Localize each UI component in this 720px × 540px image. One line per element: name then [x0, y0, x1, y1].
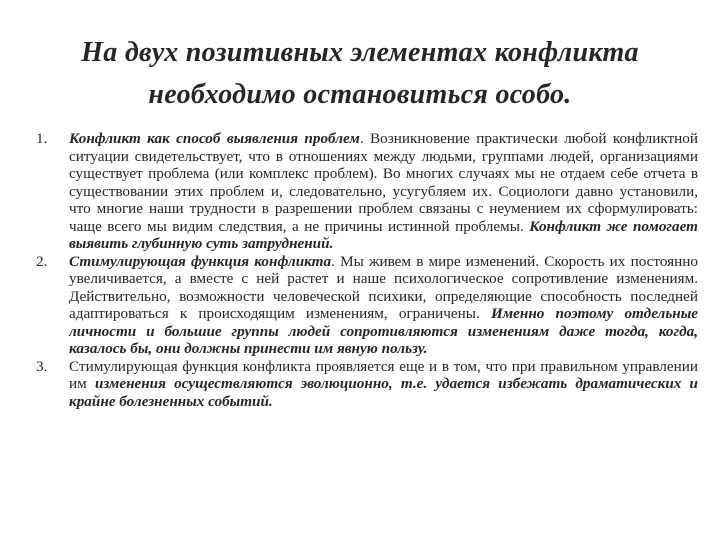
item-conclusion: Именно поэтому отдельные личности и большие группы людей сопротивляются изменениям даже тогда, когда, казалось бы, они должны принести им явную пользу.	[69, 305, 699, 357]
item-body: . Мы живем в мире изменений. Скорость их постоянно увеличивается, а вместе с ней растет и наше психологическое сопротивление изменениям. Действительно, возможности человеческой психики, определяющие способность последней адаптироваться к происходящим изменениям, ограничены.	[69, 252, 698, 322]
item-lead: Стимулирующая функция конфликта	[69, 252, 332, 270]
item-number: 1.	[36, 130, 48, 147]
item-conclusion: Конфликт же помогает выявить глубинную суть затруднений.	[69, 217, 698, 252]
list-item-2	[36, 253, 698, 358]
numbered-list	[36, 130, 698, 410]
page-title	[30, 32, 690, 116]
title-line-2: необходимо остановиться особо.	[148, 79, 572, 110]
list-item-3	[36, 358, 698, 411]
item-number: 2.	[36, 252, 48, 270]
item-lead: Конфликт как способ выявления проблем	[69, 130, 360, 147]
item-body: Стимулирующая функция конфликта проявляется еще и в том, что при правильном управлении им	[69, 357, 698, 392]
item-number: 3.	[36, 357, 48, 375]
list-item-1	[36, 130, 698, 253]
item-conclusion: изменения осуществляются эволюционно, т.е. удается избежать драматических и крайне болезненных событий.	[69, 375, 698, 410]
item-body: . Возникновение практически любой конфликтной ситуации свидетельствует, что в отношениях между людьми, группами людей, организациями существует проблема (или комплекс проблем). Во многих случаях мы не отдаем себе отчета в существовании этих проблем и, следовательно, усугубляем их. Социологи давно установили, что многие наши трудности в разрешении проблем связаны с неумением их сформулировать: чаще всего мы видим следствия, а не причины истинной проблемы.	[69, 130, 698, 235]
title-line-1: На двух позитивных элементах конфликта	[81, 37, 639, 68]
